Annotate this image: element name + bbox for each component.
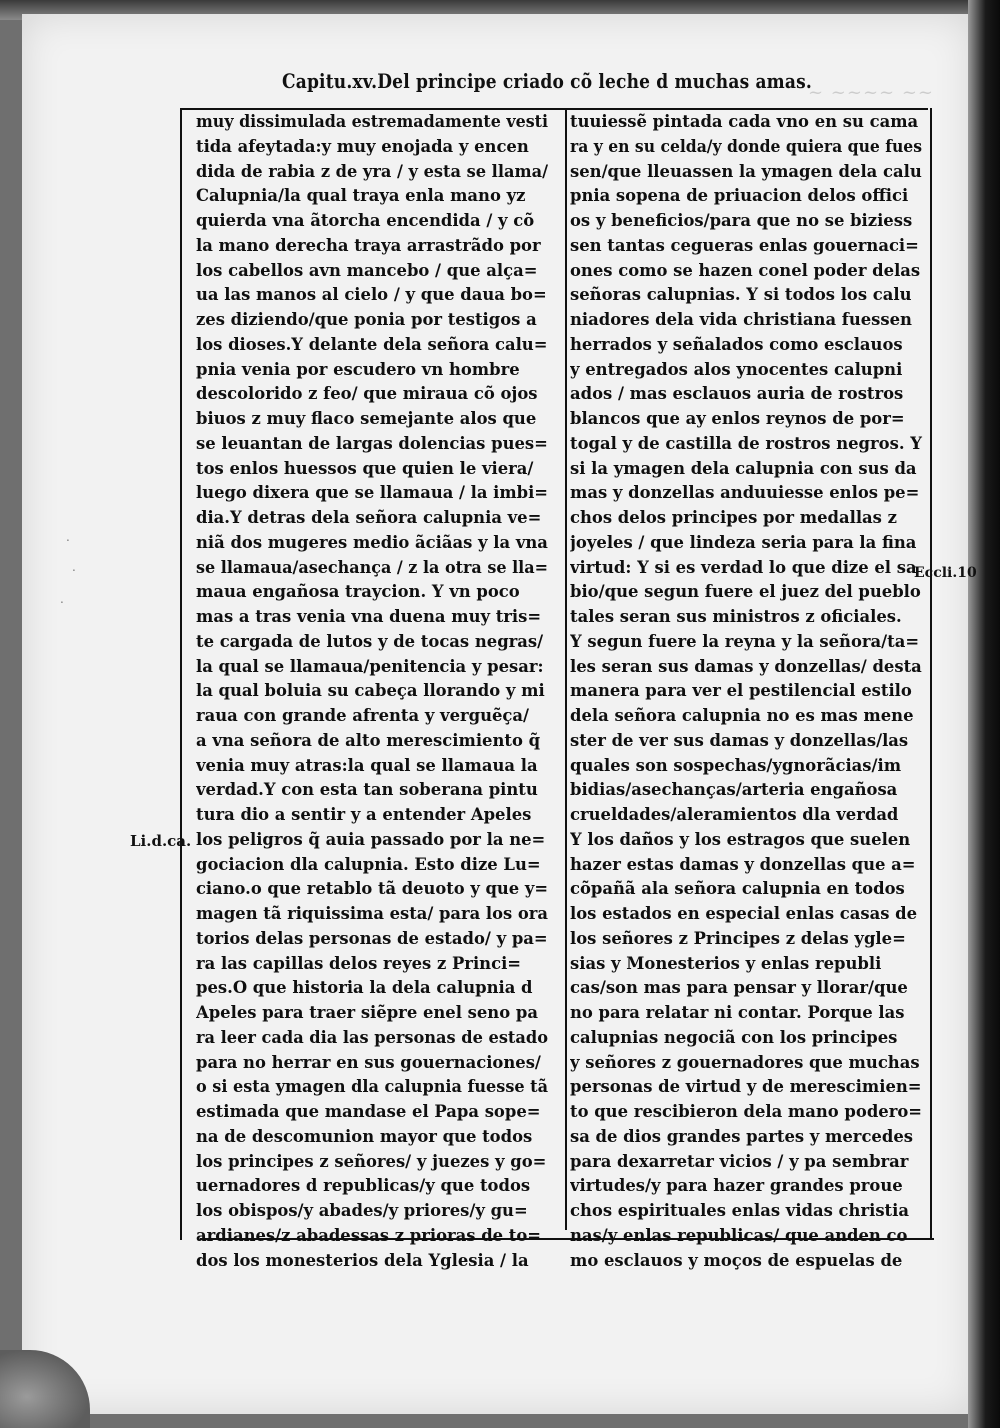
text-line: pes.O que historia la dela calupnia d xyxy=(196,978,533,998)
margin-note-left: Li.d.ca. xyxy=(130,832,192,850)
text-line: ua las manos al cielo / y que daua bo= xyxy=(196,285,547,305)
text-line: se leuantan de largas dolencias pues= xyxy=(196,433,548,453)
text-line: señoras calupnias. Y si todos los calu xyxy=(570,285,912,305)
column-divider-rule xyxy=(565,108,567,1230)
text-line: los estados en especial enlas casas de xyxy=(570,904,918,923)
text-line: y señores z gouernadores que muchas xyxy=(570,1052,920,1072)
text-line: luego dixera que se llamaua / la imbi= xyxy=(196,483,548,503)
text-line: niã dos mugeres medio ãciãas y la vna xyxy=(196,532,548,552)
text-line: ones como se hazen conel poder delas xyxy=(570,260,921,280)
text-line: bio/que segun fuere el juez del pueblo xyxy=(570,582,921,602)
text-line: y entregados alos ynocentes calupni xyxy=(570,359,903,379)
text-line: togal y de castilla de rostros negros. Y xyxy=(570,433,922,453)
margin-note-right: Eccli.10 xyxy=(914,565,977,581)
text-line: dela señora calupnia no es mas mene xyxy=(570,706,914,725)
text-line: sen tantas cegueras enlas gouernaci= xyxy=(570,235,919,255)
text-line: niadores dela vida christiana fuessen xyxy=(570,310,912,329)
text-line: te cargada de lutos y de tocas negras/ xyxy=(196,631,544,651)
text-line: no para relatar ni contar. Porque las xyxy=(570,1003,905,1022)
text-line: ster de ver sus damas y donzellas/las xyxy=(570,730,909,750)
text-line: cõpañã ala señora calupnia en todos xyxy=(570,879,905,899)
text-line: verdad.Y con esta tan soberana pintu xyxy=(196,780,538,800)
text-line: to que rescibieron dela mano podero= xyxy=(570,1102,922,1121)
ink-speck: . xyxy=(72,560,76,574)
text-line: raua con grande afrenta y verguẽça/ xyxy=(196,706,530,725)
text-line: a vna señora de alto merescimiento q̃ xyxy=(196,730,541,750)
text-line: muy dissimulada estremadamente vesti xyxy=(196,112,548,131)
text-line: nas/y enlas republicas/ que anden co xyxy=(570,1225,908,1245)
text-line: mas a tras venia vna duena muy tris= xyxy=(196,607,542,626)
text-line: tida afeytada:y muy enojada y encen xyxy=(196,136,529,156)
text-line: Y los daños y los estragos que suelen xyxy=(570,829,911,849)
text-line: la mano derecha traya arrastrãdo por xyxy=(196,235,541,255)
text-line: quales son sospechas/ygnorãcias/im xyxy=(570,755,902,775)
text-line: crueldades/aleramientos dla verdad xyxy=(570,805,899,824)
text-line: os y beneficios/para que no se biziess xyxy=(570,211,913,230)
text-line: los obispos/y abades/y priores/y gu= xyxy=(196,1201,528,1220)
frame-rule-right xyxy=(930,108,932,1240)
text-line: manera para ver el pestilencial estilo xyxy=(570,681,912,701)
text-line: los cabellos avn mancebo / que alça= xyxy=(196,260,538,280)
text-line: para no herrar en sus gouernaciones/ xyxy=(196,1052,541,1072)
text-column-right xyxy=(570,110,925,1273)
text-line: ra leer cada dia las personas de estado xyxy=(196,1027,548,1047)
text-line: Y segun fuere la reyna y la señora/ta= xyxy=(570,631,920,651)
text-line: se llamaua/asechança / z la otra se lla= xyxy=(196,557,548,577)
text-line: gociacion dla calupnia. Esto dize Lu= xyxy=(196,854,541,874)
text-line: na de descomunion mayor que todos xyxy=(196,1126,533,1146)
text-line: sias y Monesterios y enlas republi xyxy=(570,953,882,973)
text-line: calupnias negociã con los principes xyxy=(570,1027,898,1047)
text-line: los dioses.Y delante dela señora calu= xyxy=(196,334,548,354)
text-line: mas y donzellas anduuiesse enlos pe= xyxy=(570,483,920,503)
text-line: los señores z Principes z delas ygle= xyxy=(570,928,906,948)
text-line: ra y en su celda/y donde quiera que fues xyxy=(570,136,922,156)
text-line: zes diziendo/que ponia por testigos a xyxy=(196,310,537,329)
text-line: estimada que mandase el Papa sope= xyxy=(196,1102,541,1121)
text-line: los principes z señores/ y juezes y go= xyxy=(196,1151,547,1171)
text-line: quierda vna ãtorcha encendida / y cõ xyxy=(196,211,535,230)
frame-rule-left xyxy=(180,108,182,1240)
text-line: pnia sopena de priuacion delos offici xyxy=(570,186,909,206)
ink-speck: . xyxy=(60,592,64,606)
book-gutter-shadow xyxy=(968,0,1000,1428)
text-line: uernadores d republicas/y que todos xyxy=(196,1176,531,1196)
text-line: dos los monesterios dela Yglesia / la xyxy=(196,1250,529,1270)
text-line: herrados y señalados como esclauos xyxy=(570,334,903,354)
text-line: la qual boluia su cabeça llorando y mi xyxy=(196,681,545,701)
text-line: les seran sus damas y donzellas/ desta xyxy=(570,656,922,676)
text-line: magen tã riquissima esta/ para los ora xyxy=(196,904,548,923)
text-line: venia muy atras:la qual se llamaua la xyxy=(196,755,538,775)
text-line: ardianes/z abadessas z prioras de to= xyxy=(196,1225,542,1245)
text-line: descolorido z feo/ que miraua cõ ojos xyxy=(196,384,538,404)
text-line: pnia venia por escudero vn hombre xyxy=(196,359,520,379)
text-line: la qual se llamaua/penitencia y pesar: xyxy=(196,656,544,676)
text-line: virtud: Y si es verdad lo que dize el sa xyxy=(570,557,917,577)
text-line: los peligros q̃ auia passado por la ne= xyxy=(196,829,546,849)
text-line: tura dio a sentir y a entender Apeles xyxy=(196,805,532,824)
text-line: dia.Y detras dela señora calupnia ve= xyxy=(196,508,542,527)
text-line: torios delas personas de estado/ y pa= xyxy=(196,928,548,948)
text-line: cas/son mas para pensar y llorar/que xyxy=(570,978,908,998)
text-line: blancos que ay enlos reynos de por= xyxy=(570,409,905,428)
text-line: hazer estas damas y donzellas que a= xyxy=(570,854,916,874)
text-line: Apeles para traer siẽpre enel seno pa xyxy=(196,1003,538,1022)
text-line: tos enlos huessos que quien le viera/ xyxy=(196,458,534,478)
text-line: si la ymagen dela calupnia con sus da xyxy=(570,458,917,478)
text-line: sen/que lleuassen la ymagen dela calu xyxy=(570,161,922,181)
text-line: o si esta ymagen dla calupnia fuesse tã xyxy=(196,1077,548,1097)
text-line: tales seran sus ministros z oficiales. xyxy=(570,607,902,626)
text-line: ados / mas esclauos auria de rostros xyxy=(570,384,904,404)
text-line: maua engañosa traycion. Y vn poco xyxy=(196,582,520,602)
text-line: mo esclauos y moços de espuelas de xyxy=(570,1250,903,1270)
text-line: ra las capillas delos reyes z Princi= xyxy=(196,953,522,973)
text-line: chos delos principes por medallas z xyxy=(570,508,897,527)
text-line: tuuiessẽ pintada cada vno en su cama xyxy=(570,112,919,131)
text-line: virtudes/y para hazer grandes proue xyxy=(570,1176,903,1196)
text-line: ciano.o que retablo tã deuoto y que y= xyxy=(196,879,548,899)
text-line: bidias/asechanças/arteria engañosa xyxy=(570,780,898,800)
text-line: chos espirituales enlas vidas christia xyxy=(570,1201,909,1220)
text-column-left xyxy=(196,110,551,1273)
bleed-through-text: ~ ~~~~ ~~ xyxy=(808,82,935,103)
text-line: sa de dios grandes partes y mercedes xyxy=(570,1126,913,1146)
text-line: personas de virtud y de merescimien= xyxy=(570,1077,922,1097)
text-line: para dexarretar vicios / y pa sembrar xyxy=(570,1151,909,1171)
text-line: Calupnia/la qual traya enla mano yz xyxy=(196,186,526,206)
text-line: joyeles / que lindeza seria para la fina xyxy=(570,532,917,552)
running-head: Capitu.xv.Del principe criado cõ leche d muchas amas. xyxy=(282,70,812,93)
ink-speck: . xyxy=(66,530,70,544)
text-line: biuos z muy flaco semejante alos que xyxy=(196,409,537,428)
text-line: dida de rabia z de yra / y esta se llama/ xyxy=(196,161,548,181)
